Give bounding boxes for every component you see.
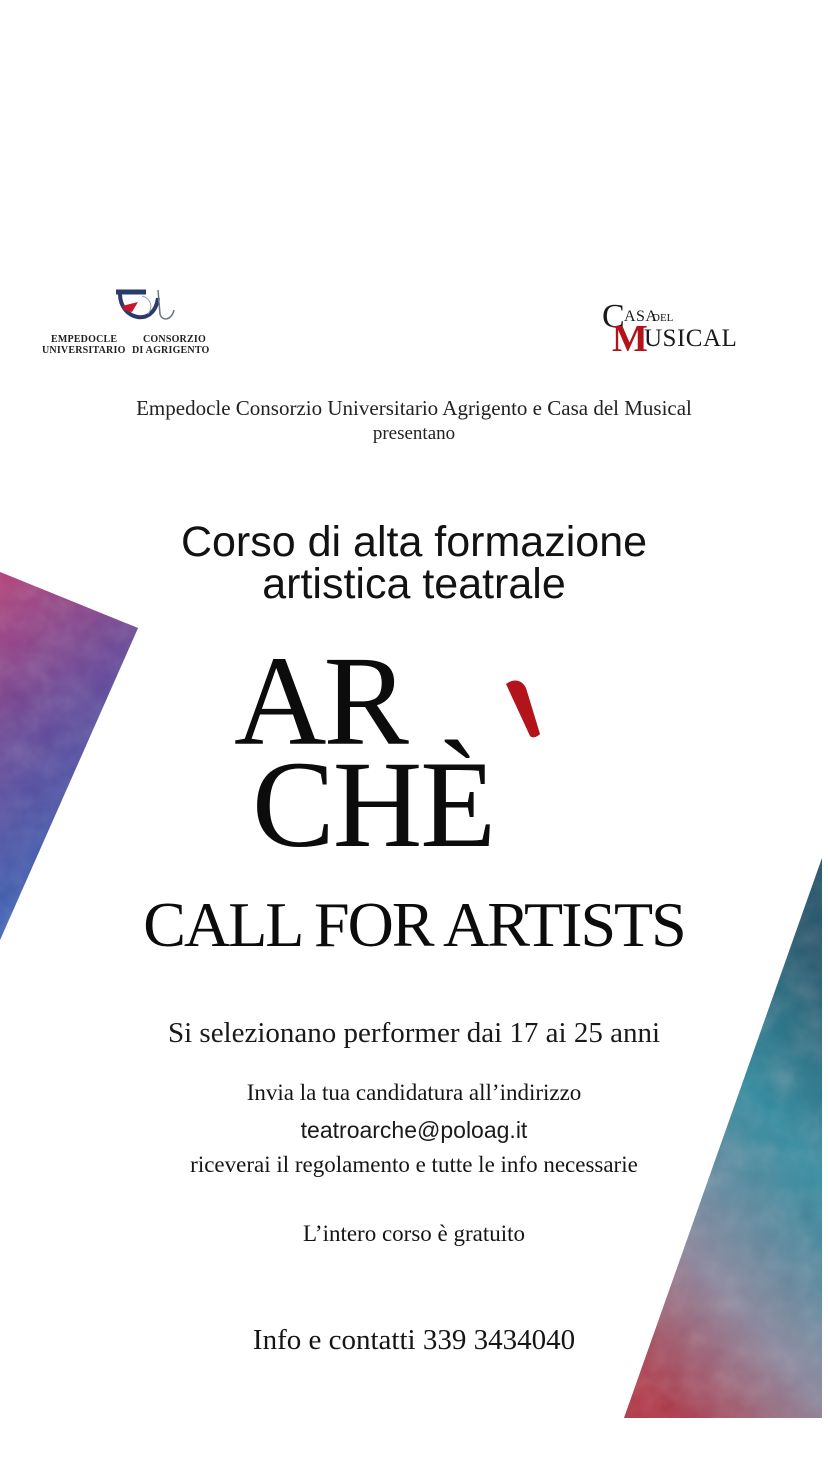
email-link[interactable]: teatroarche@poloag.it xyxy=(300,1117,528,1143)
logo-left-line1-right: CONSORZIO xyxy=(143,334,206,345)
presenters-text: Empedocle Consorzio Universitario Agrigento e Casa del Musical xyxy=(136,396,692,420)
course-title-line1: Corso di alta formazione xyxy=(180,518,648,566)
send-application-text: Invia la tua candidatura all’indirizzo xyxy=(246,1080,582,1105)
logo-right-c: C xyxy=(602,298,625,335)
casa-del-musical-logo xyxy=(600,300,760,360)
logo-left-line2-right: DI AGRIGENTO xyxy=(132,345,210,356)
free-course-text: L’intero corso è gratuito xyxy=(302,1221,526,1246)
logo-right-m: M xyxy=(612,318,648,360)
logo-left-line1-left: EMPEDOCLE xyxy=(51,334,118,345)
red-accent-mark xyxy=(500,676,560,746)
receive-info-text: riceverai il regolamento e tutte le info necessarie xyxy=(190,1152,638,1177)
call-for-artists-heading: CALL FOR ARTISTS xyxy=(143,889,685,960)
logo-right-del: DEL xyxy=(652,312,674,324)
selection-text: Si selezionano performer dai 17 ai 25 anni xyxy=(167,1017,661,1049)
university-consortium-logo xyxy=(30,286,230,366)
logo-right-usical: USICAL xyxy=(644,325,738,352)
logo-left-line2-left: UNIVERSITARIO xyxy=(42,345,126,356)
university-consortium-logo-icon xyxy=(102,286,182,334)
main-title-line1: AR xyxy=(234,630,406,772)
course-title-line2: artistica teatrale xyxy=(262,560,566,608)
main-title-line2: CHÈ xyxy=(252,736,494,873)
presentano-text: presentano xyxy=(372,423,456,444)
logo-right-asa: ASA xyxy=(624,308,658,325)
contacts-text: Info e contatti 339 3434040 xyxy=(252,1324,576,1356)
